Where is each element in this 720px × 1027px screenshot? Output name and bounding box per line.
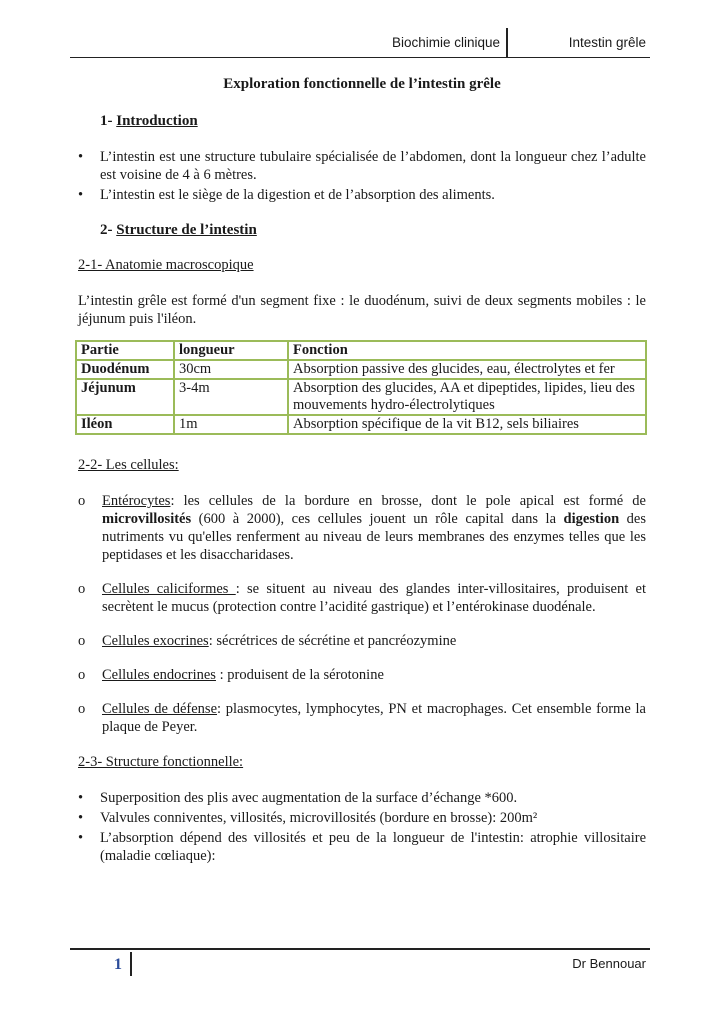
header-topic: Intestin grêle <box>568 35 646 50</box>
subsection-function-heading: 2-3- Structure fonctionnelle: <box>78 754 244 770</box>
section-title: Structure de l’intestin <box>116 222 257 238</box>
table-row <box>76 360 646 379</box>
table-cell-part: Jéjunum <box>76 379 174 415</box>
header-rule <box>70 57 650 59</box>
table-header-cell: Partie <box>76 341 174 360</box>
list-item: • L’intestin est le siège de la digestion et de l’absorption des aliments. <box>78 186 646 204</box>
table-cell-length: 1m <box>174 415 288 434</box>
table-header-cell: Fonction <box>288 341 646 360</box>
subsection-cells-heading: 2-2- Les cellules: <box>78 457 179 473</box>
list-item: • L’absorption dépend des villosités et peu de la longueur de l'intestin: atrophie villositaire (maladie cœliaque): <box>78 829 646 865</box>
list-item-exocrines <box>78 632 646 650</box>
page-header <box>70 28 650 58</box>
page-content <box>78 76 646 883</box>
cell-text: : se situent au niveau des glandes inter-villositaires, produisent et secrètent le mucus (protection contre l’acidité gastrique) et l’entérokinase duodénale. <box>102 581 646 615</box>
cell-text: des nutriments vu qu'elles renferment au niveau de leurs membranes des enzymes telles que les peptidases et les disaccharidases. <box>102 511 646 563</box>
header-course: Biochimie clinique <box>391 35 500 50</box>
section-number: 1- <box>100 113 117 129</box>
table-cell-length: 3-4m <box>174 379 288 415</box>
table-cell-part: Iléon <box>76 415 174 434</box>
list-item-defense <box>78 700 646 736</box>
list-item-endocrines <box>78 666 646 684</box>
introduction-list <box>78 148 646 204</box>
table-cell-part: Duodénum <box>76 360 174 379</box>
cell-text: : plasmocytes, lymphocytes, PN et macrophages. Cet ensemble forme la plaque de Peyer. <box>102 701 646 735</box>
table-row <box>76 415 646 434</box>
header-divider <box>506 28 508 58</box>
cell-term: Cellules exocrines <box>102 633 209 649</box>
section-introduction-heading <box>100 113 646 130</box>
section-number: 2- <box>100 222 117 238</box>
cell-text: : sécrétrices de sécrétine et pancréozymine <box>208 633 457 649</box>
table-header-cell: longueur <box>174 341 288 360</box>
cell-term: Cellules endocrines <box>102 667 216 683</box>
footer-author: Dr Bennouar <box>572 956 646 971</box>
cell-keyword: digestion <box>563 511 620 527</box>
list-item: • Superposition des plis avec augmentation de la surface d’échange *600. <box>78 789 646 807</box>
table-cell-function: Absorption passive des glucides, eau, électrolytes et fer <box>288 360 646 379</box>
cell-term: Entérocytes <box>102 493 171 509</box>
page-number: 1 <box>114 956 122 973</box>
list-item-enterocytes <box>78 492 646 564</box>
list-item: • Valvules conniventes, villosités, microvillosités (bordure en brosse): 200m² <box>78 809 646 827</box>
cell-text: : les cellules de la bordure en brosse, dont le pole apical est formé de <box>170 493 646 509</box>
table-row <box>76 379 646 415</box>
footer-divider <box>130 952 132 976</box>
table-cell-length: 30cm <box>174 360 288 379</box>
section-title: Introduction <box>116 113 198 129</box>
subsection-anatomy-heading: 2-1- Anatomie macroscopique <box>78 257 254 273</box>
footer-rule <box>70 948 650 950</box>
cell-keyword: microvillosités <box>102 511 192 527</box>
cell-term: Cellules de défense <box>102 701 218 717</box>
section-structure-heading <box>100 222 646 239</box>
cell-text: : produisent de la sérotonine <box>215 667 384 683</box>
cell-text: (600 à 2000), ces cellules jouent un rôle capital dans la <box>191 511 564 527</box>
anatomy-paragraph: L’intestin grêle est formé d'un segment fixe : le duodénum, suivi de deux segments mobiles : le jéjunum puis l'iléon. <box>78 293 646 327</box>
cell-term: Cellules caliciformes <box>102 581 236 597</box>
page-title: Exploration fonctionnelle de l’intestin grêle <box>223 76 501 92</box>
intestine-parts-table <box>75 340 647 435</box>
table-cell-function: Absorption spécifique de la vit B12, sels biliaires <box>288 415 646 434</box>
function-list <box>78 789 646 865</box>
cells-list <box>78 492 646 736</box>
list-item: • L’intestin est une structure tubulaire spécialisée de l’abdomen, dont la longueur chez l’adulte est voisine de 4 à 6 mètres. <box>78 148 646 184</box>
table-cell-function: Absorption des glucides, AA et dipeptides, lipides, lieu des mouvements hydro-électrolytiques <box>288 379 646 415</box>
table-header-row <box>76 341 646 360</box>
list-item-caliciformes <box>78 580 646 616</box>
